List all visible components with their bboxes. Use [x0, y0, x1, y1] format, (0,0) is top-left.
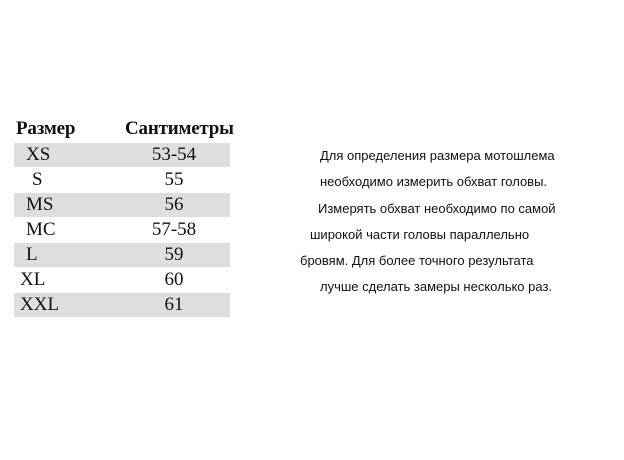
table-row — [14, 218, 230, 242]
size-table — [14, 116, 234, 317]
size-cell: XL — [20, 269, 46, 290]
cm-cell: 56 — [164, 194, 184, 215]
cm-cell: 57-58 — [151, 219, 197, 240]
size-cell: MS — [26, 194, 54, 215]
instruction-line: Измерять обхват необходимо по самой — [318, 200, 556, 216]
cm-cell: 60 — [164, 269, 184, 290]
table-header-row — [14, 116, 234, 142]
size-column-header: Размер — [16, 118, 76, 139]
table-row — [14, 243, 230, 267]
cm-cell: 59 — [164, 244, 184, 265]
instruction-line: лучше сделать замеры несколько раз. — [320, 279, 553, 295]
table-row — [14, 193, 230, 217]
table-row — [14, 168, 230, 192]
cm-cell: 53-54 — [151, 144, 197, 165]
instruction-line: необходимо измерить обхват головы. — [320, 174, 548, 190]
cm-column-header: Сантиметры — [125, 118, 234, 139]
size-cell: MC — [26, 219, 56, 240]
instruction-line: широкой части головы параллельно — [310, 226, 530, 242]
size-cell: L — [26, 244, 38, 265]
instruction-line: Для определения размера мотошлема — [320, 148, 555, 163]
measurement-instructions — [298, 146, 598, 304]
table-row — [14, 143, 230, 167]
cm-cell: 55 — [164, 169, 184, 190]
size-cell: S — [32, 169, 43, 190]
size-cell: XXL — [20, 294, 60, 315]
size-cell: XS — [26, 144, 51, 165]
instruction-line: бровям. Для более точного результата — [300, 253, 534, 269]
table-row — [14, 293, 230, 317]
cm-cell: 61 — [164, 294, 184, 315]
table-row — [14, 268, 230, 292]
